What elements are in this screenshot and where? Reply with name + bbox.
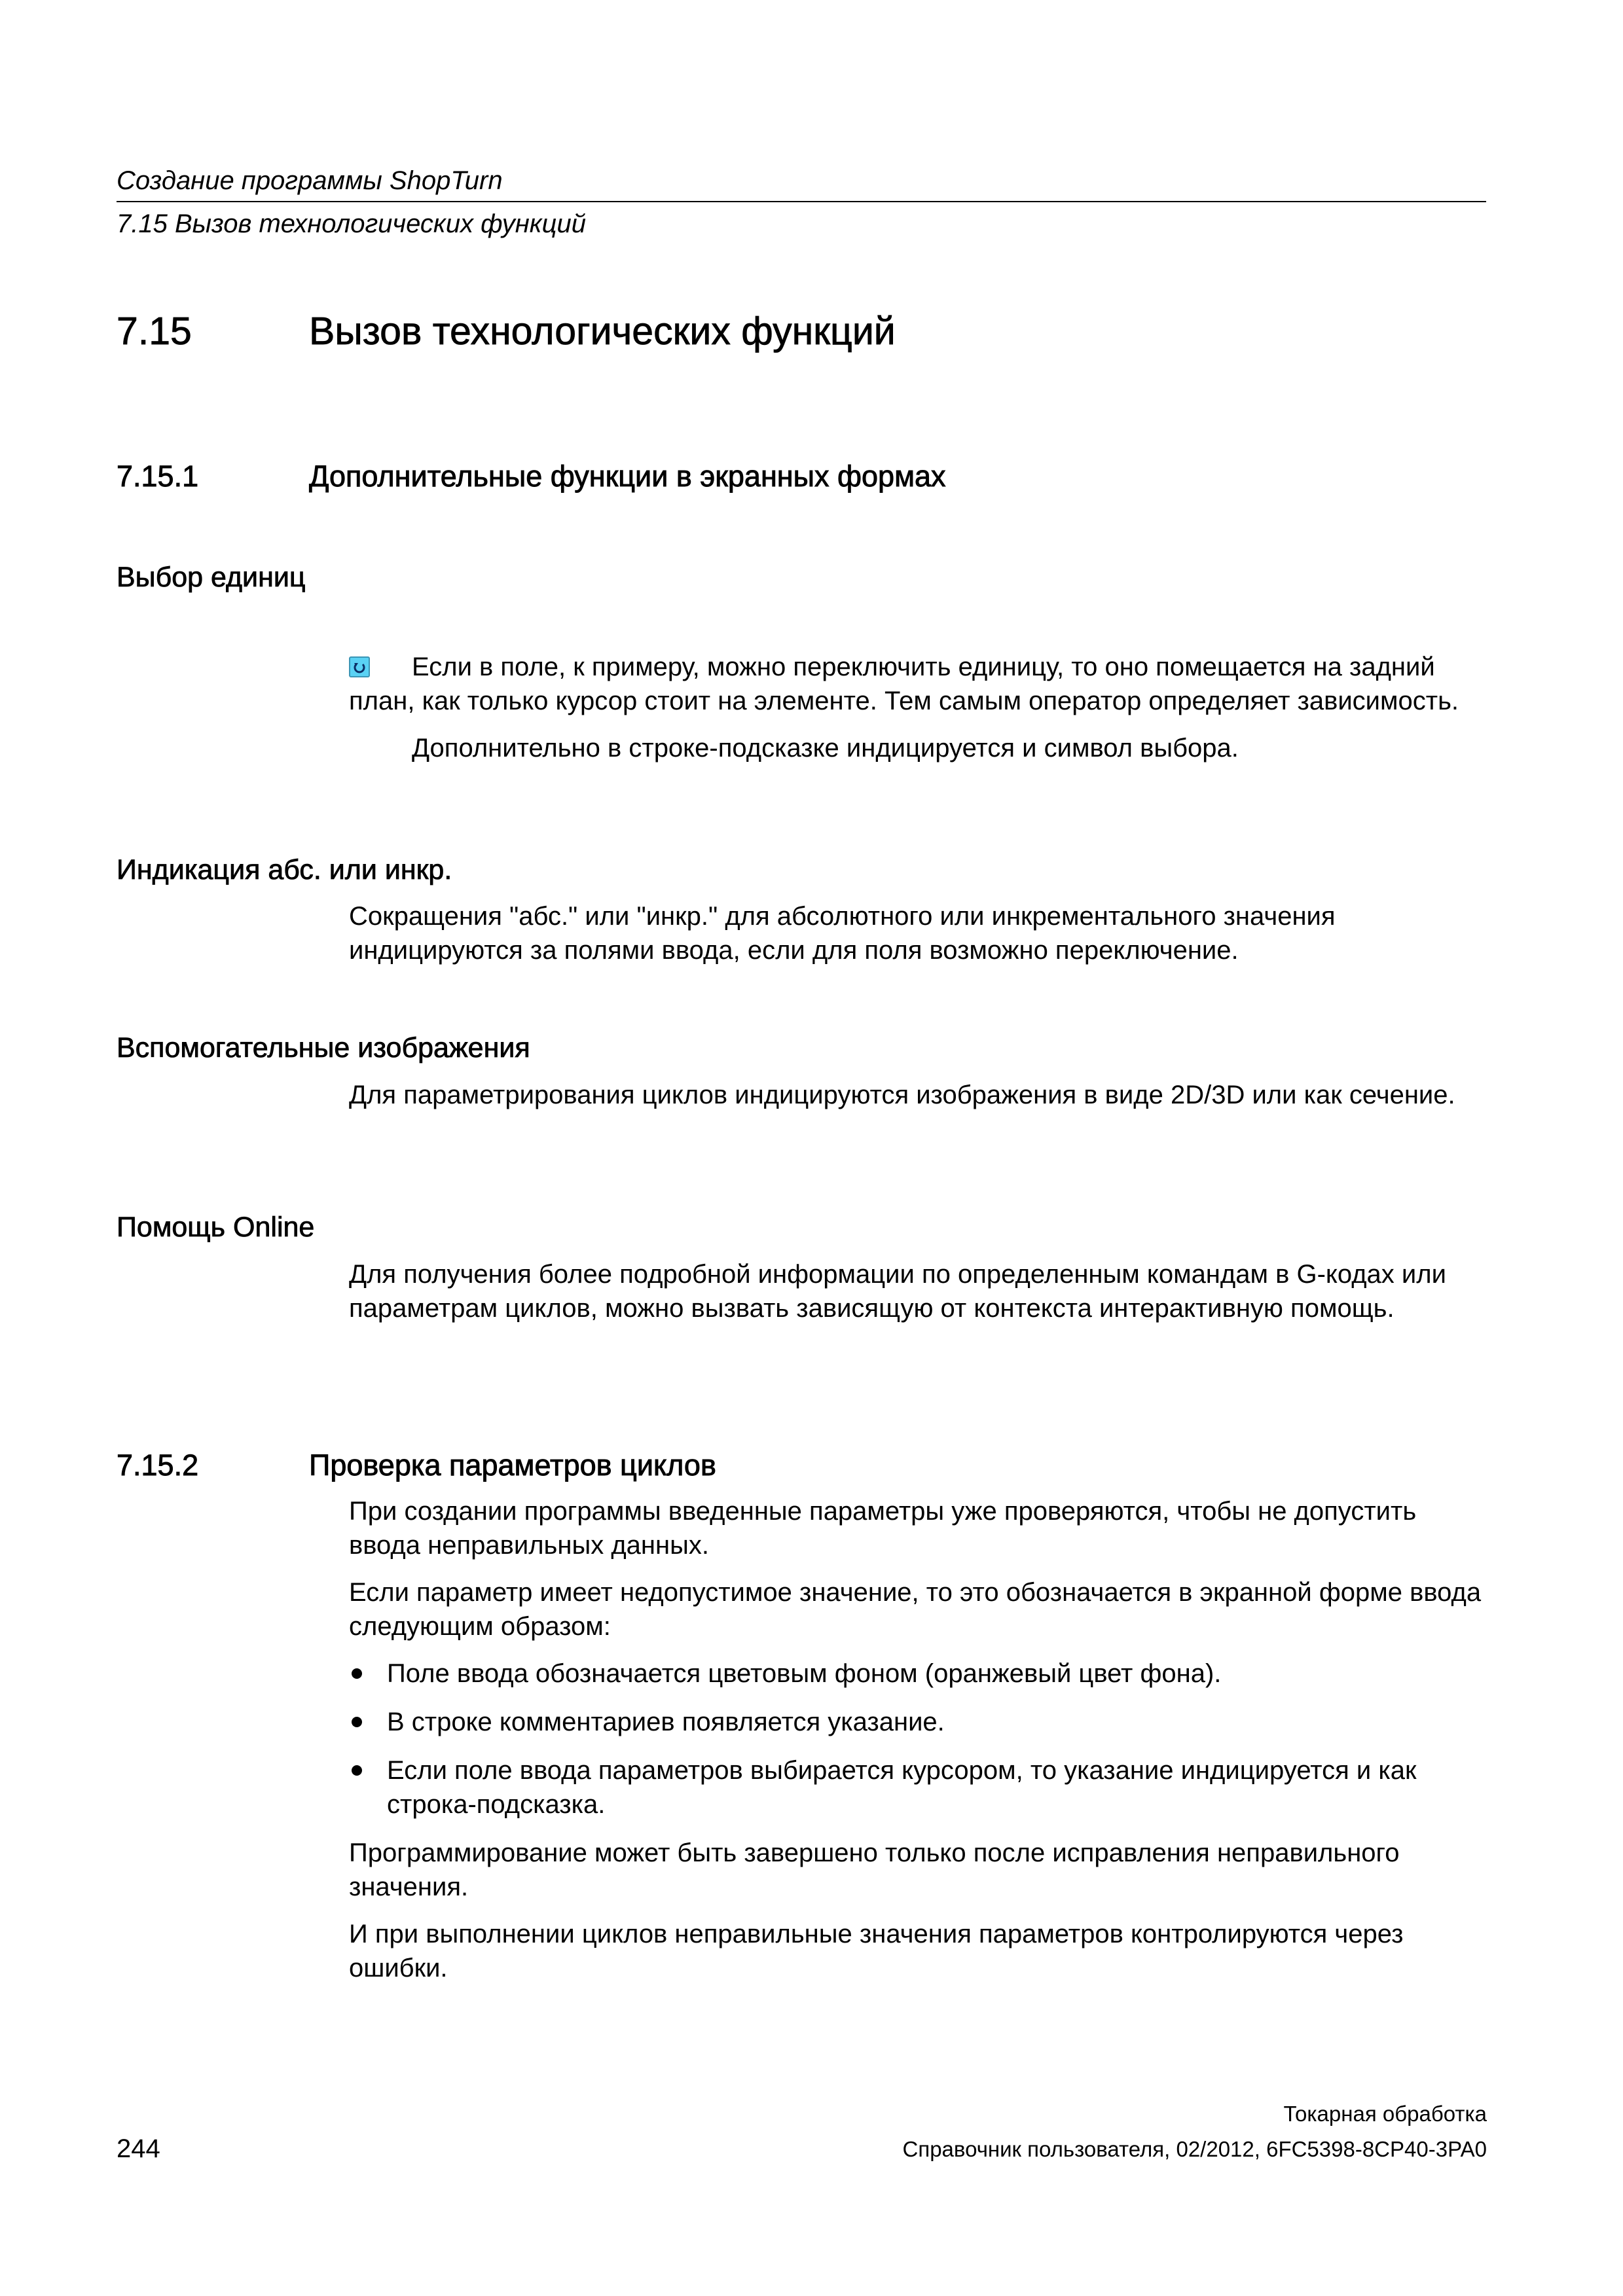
help-images-paragraph: Для параметрирования циклов индицируются изображения в виде 2D/3D или как сечение.	[349, 1081, 1455, 1109]
bullet-text: Если поле ввода параметров выбирается курсором, то указание индицируется и как строка-подсказка.	[387, 1756, 1417, 1819]
subsection-1-number: 7.15.1	[117, 459, 199, 493]
validation-bullet-list	[349, 1657, 1488, 1821]
abs-incr-heading: Индикация абс. или инкр.	[117, 854, 452, 886]
units-select-heading: Выбор единиц	[117, 562, 306, 593]
subsection-2-body	[349, 1494, 1488, 1998]
abs-incr-paragraph: Сокращения "абс." или "инкр." для абсолютного или инкрементального значения индицируются за полями ввода, если для поля возможно переключение.	[349, 902, 1336, 965]
units-select-paragraph: Если в поле, к примеру, можно переключить единицу, то оно помещается на задний план, как только курсор стоит на элементе. Тем самым оператор определяет зависимость.	[349, 653, 1459, 715]
units-select-body	[349, 650, 1488, 778]
section-title: Вызов технологических функций	[309, 310, 896, 353]
bullet-icon	[352, 1717, 362, 1727]
subsection-2-paragraph: При создании программы введенные параметры уже проверяются, чтобы не допустить ввода неправильных данных.	[349, 1497, 1417, 1560]
running-header	[117, 164, 1486, 241]
footer-product: Токарная обработка	[1283, 2102, 1487, 2126]
subsection-2-paragraph: Программирование может быть завершено только после исправления неправильного значения.	[349, 1839, 1400, 1901]
bullet-item	[349, 1657, 1488, 1691]
section-number: 7.15	[117, 310, 192, 353]
subsection-2-paragraph: И при выполнении циклов неправильные значения параметров контролируются через ошибки.	[349, 1920, 1404, 1982]
header-rule	[117, 201, 1486, 202]
subsection-2-paragraph: Если параметр имеет недопустимое значение, то это обозначается в экранной форме ввода следующим образом:	[349, 1578, 1482, 1641]
online-help-heading: Помощь Online	[117, 1211, 315, 1243]
subsection-2-title: Проверка параметров циклов	[309, 1448, 716, 1482]
abs-incr-body	[349, 899, 1488, 980]
subsection-2-heading	[117, 1447, 1486, 1484]
online-help-paragraph: Для получения более подробной информации по определенным командам в G-кодах или параметрам циклов, можно вызвать зависящую от контекста интерактивную помощь.	[349, 1260, 1446, 1323]
bullet-text: Поле ввода обозначается цветовым фоном (оранжевый цвет фона).	[387, 1659, 1222, 1688]
bullet-item	[349, 1705, 1488, 1739]
online-help-body	[349, 1257, 1488, 1338]
running-header-section: 7.15 Вызов технологических функций	[117, 209, 586, 238]
help-images-body	[349, 1078, 1488, 1125]
bullet-icon	[352, 1668, 362, 1679]
subsection-1-title: Дополнительные функции в экранных формах	[309, 459, 946, 493]
bullet-icon	[352, 1765, 362, 1776]
subsection-2-number: 7.15.2	[117, 1448, 199, 1482]
running-header-chapter: Создание программы ShopTurn	[117, 166, 503, 195]
bullet-item	[349, 1753, 1488, 1821]
subsection-1-heading	[117, 458, 1486, 495]
footer-reference: Справочник пользователя, 02/2012, 6FC5398-8CP40-3PA0	[902, 2137, 1487, 2161]
section-heading	[117, 308, 1486, 354]
help-images-heading: Вспомогательные изображения	[117, 1032, 530, 1064]
page-number: 244	[117, 2134, 160, 2163]
units-select-paragraph: Дополнительно в строке-подсказке индицируется и символ выбора.	[412, 734, 1239, 762]
bullet-text: В строке комментариев появляется указание.	[387, 1708, 945, 1736]
